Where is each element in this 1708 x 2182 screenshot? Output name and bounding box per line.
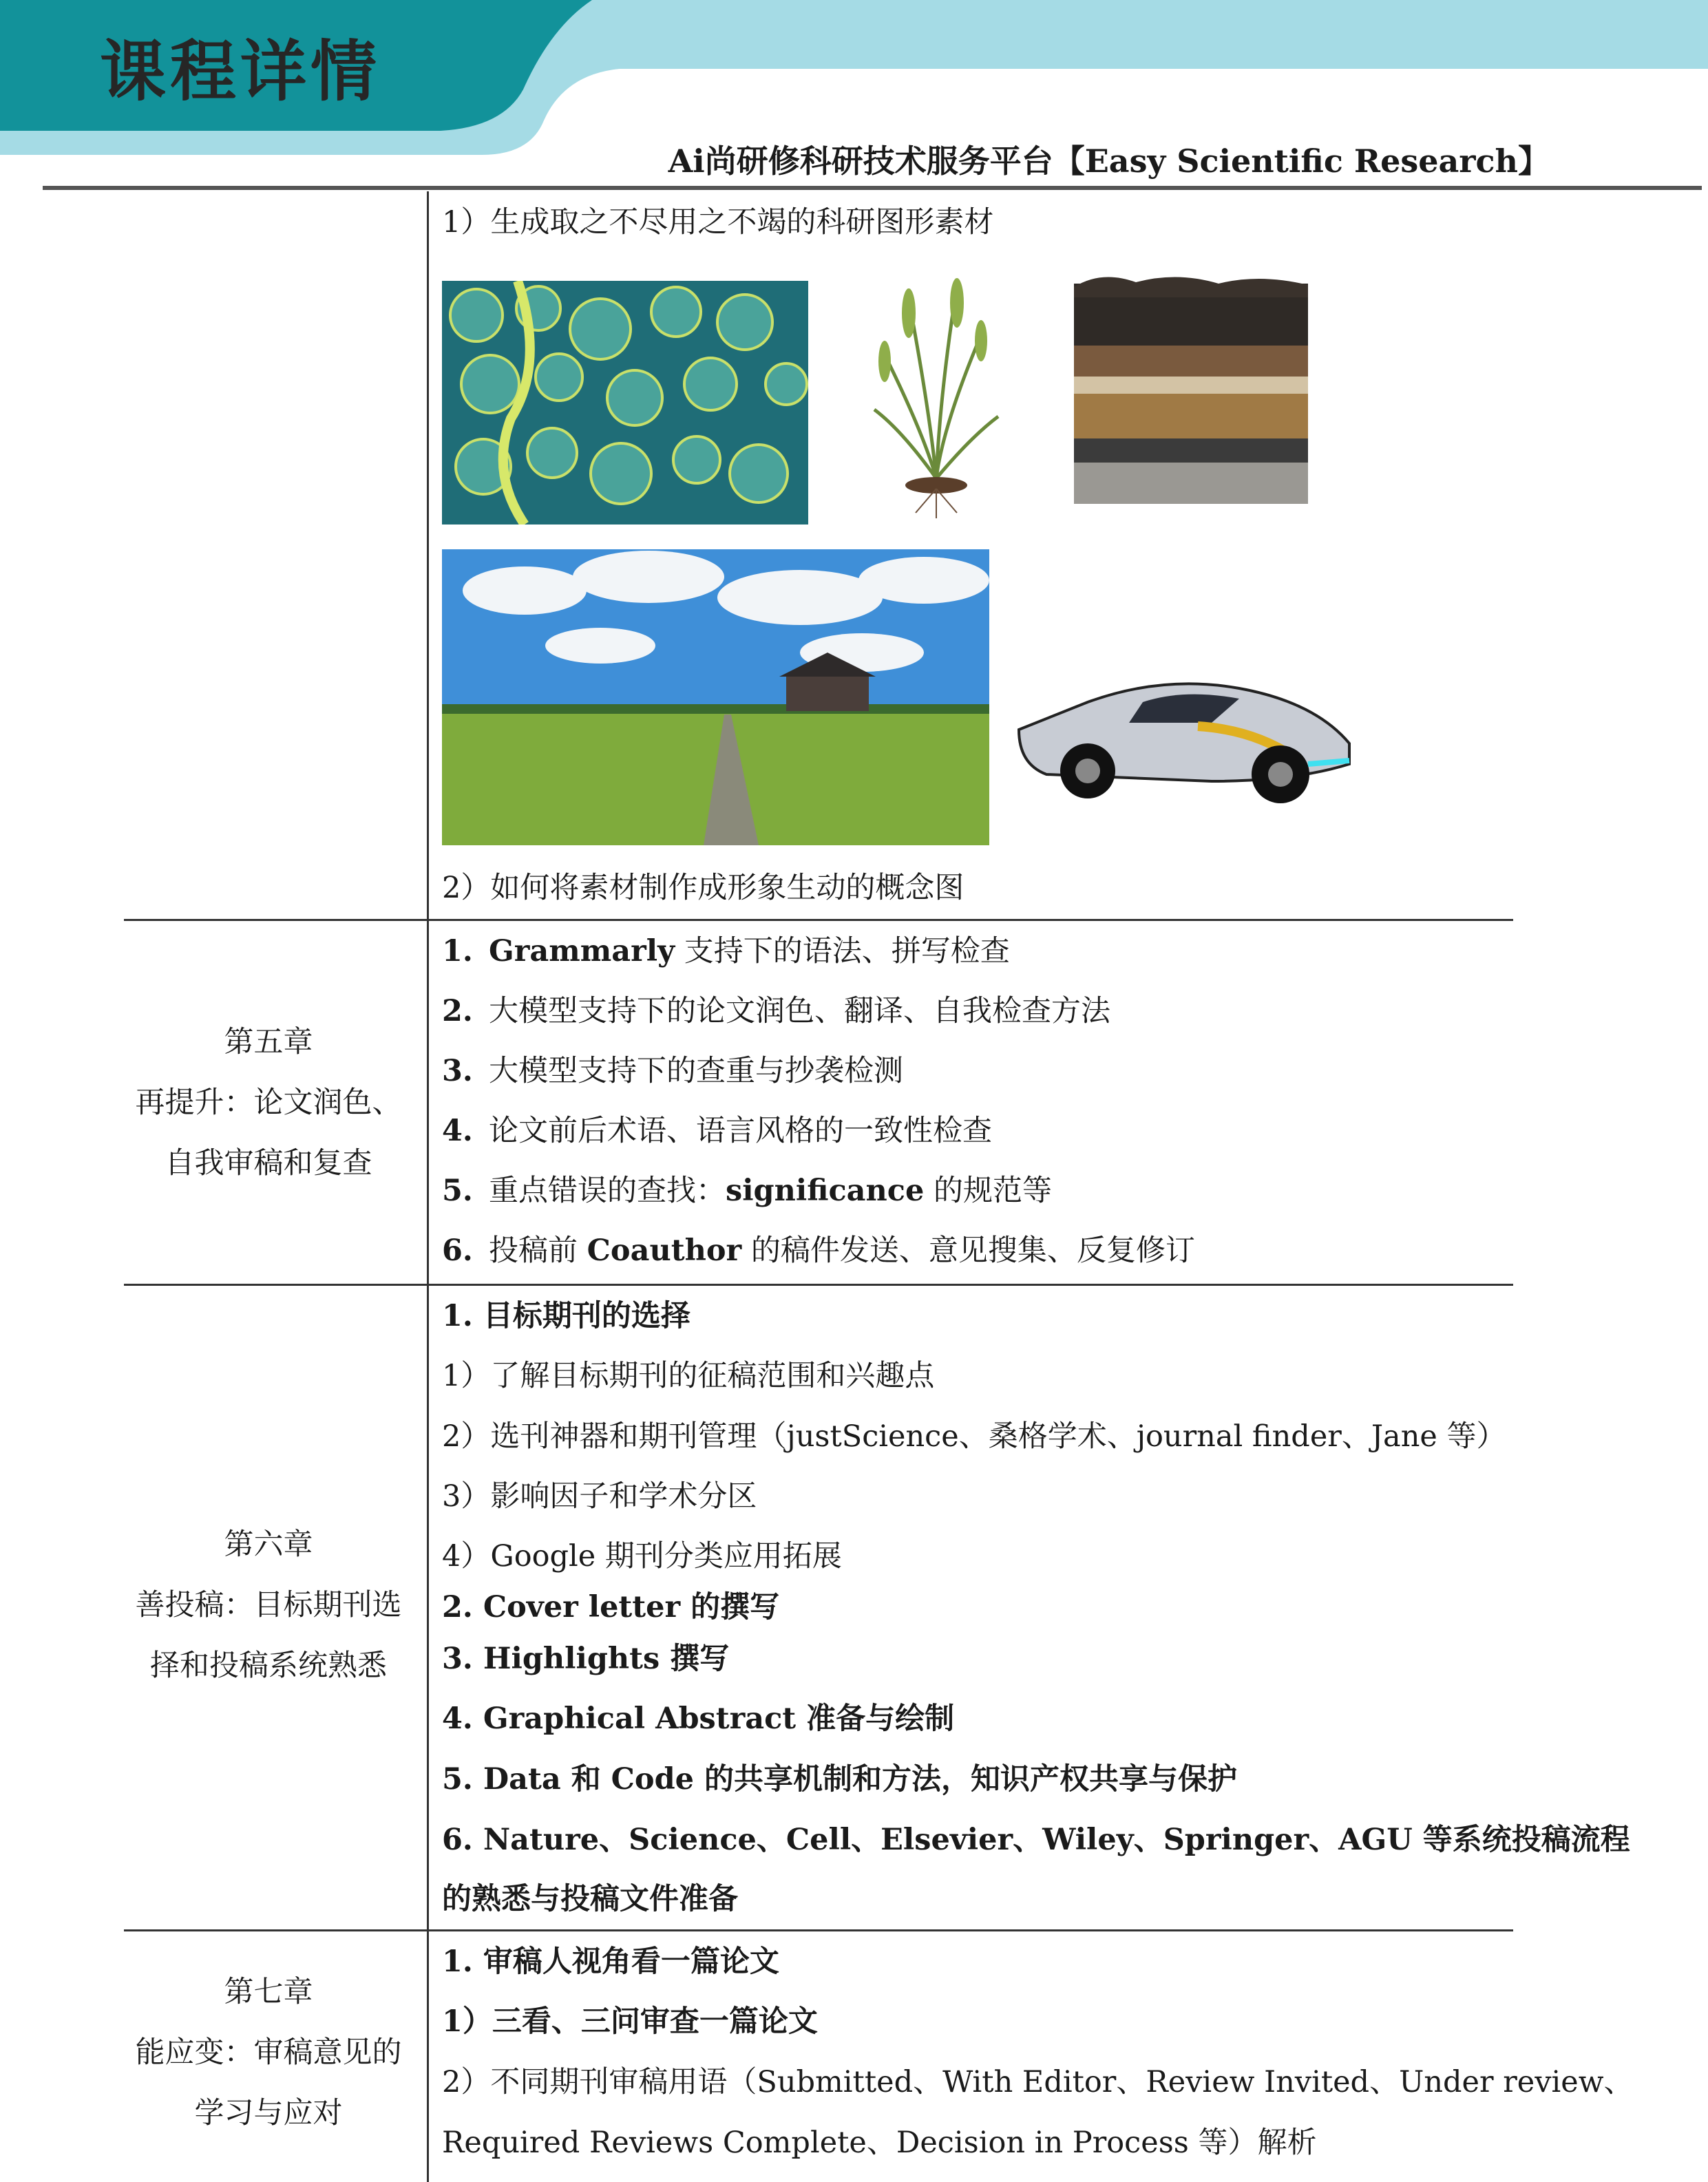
item-text: 的规范等 xyxy=(924,1174,1052,1208)
item-text: 论文前后术语、语言风格的一致性检查 xyxy=(489,1114,992,1148)
chapter-7-label xyxy=(124,1962,413,2143)
item-number: 1. xyxy=(442,934,473,968)
row-divider xyxy=(124,919,1513,921)
soil-layers-icon xyxy=(1074,270,1308,514)
item-text: 大模型支持下的论文润色、翻译、自我检查方法 xyxy=(489,994,1110,1028)
item-prefix: 投稿前 xyxy=(489,1233,587,1268)
ch7-item-3: 2）不同期刊审稿用语（Submitted、With Editor、Review Invited、Under review、 xyxy=(442,2065,1634,2099)
ch6-item-2: 1）了解目标期刊的征稿范围和兴趣点 xyxy=(442,1359,935,1393)
row-divider xyxy=(124,1284,1513,1286)
ch6-item-9: 5. Data 和 Code 的共享机制和方法，知识产权共享与保护 xyxy=(442,1762,1237,1797)
item-number: 6. xyxy=(442,1233,473,1268)
car-icon xyxy=(1005,661,1363,812)
platform-subtitle: Ai尚研修科研技术服务平台【Easy Scientific Research】 xyxy=(668,142,1550,180)
item-term: significance xyxy=(726,1174,925,1208)
chapter-5-title-line1: 再提升：论文润色、 xyxy=(135,1085,402,1120)
chapter-7-title-line2: 学习与应对 xyxy=(194,2096,343,2130)
ch6-item-3: 2）选刊神器和期刊管理（justScience、桑格学术、journal finder、Jane 等） xyxy=(442,1419,1506,1454)
ch5-item-5 xyxy=(442,1170,1052,1211)
row-divider xyxy=(124,1929,1513,1931)
landscape-icon xyxy=(442,549,989,845)
ch6-item-10: 6. Nature、Science、Cell、Elsevier、Wiley、Springer、AGU 等系统投稿流程 xyxy=(442,1823,1630,1857)
ch6-item-1: 1. 目标期刊的选择 xyxy=(442,1299,690,1333)
ch5-item-2 xyxy=(442,991,1110,1032)
ch6-item-4: 3）影响因子和学术分区 xyxy=(442,1479,757,1514)
chapter-6-label xyxy=(124,1514,413,1696)
item-text: 大模型支持下的查重与抄袭检测 xyxy=(489,1054,903,1088)
chapter-5-title-line2: 自我审稿和复查 xyxy=(165,1146,372,1180)
item-text: 的稿件发送、意见搜集、反复修订 xyxy=(741,1233,1195,1268)
chapter-6-number: 第六章 xyxy=(224,1527,313,1562)
item-term: Grammarly xyxy=(489,934,675,968)
item-text: 支持下的语法、拼写检查 xyxy=(675,934,1010,968)
chapter-5-number: 第五章 xyxy=(224,1025,313,1059)
item-term: Coauthor xyxy=(587,1233,742,1268)
cell-texture-icon xyxy=(442,281,808,525)
ch6-item-7: 3. Highlights 撰写 xyxy=(442,1642,730,1676)
ch6-item-8: 4. Graphical Abstract 准备与绘制 xyxy=(442,1702,955,1736)
ch5-item-1 xyxy=(442,931,1010,972)
item-number: 3. xyxy=(442,1054,473,1088)
ch7-item-2: 1）三看、三问审查一篇论文 xyxy=(442,2004,818,2039)
chapter-6-title-line1: 善投稿：目标期刊选 xyxy=(135,1588,402,1622)
item-number: 4. xyxy=(442,1114,473,1148)
ch5-item-6 xyxy=(442,1230,1195,1271)
chapter-6-title-line2: 择和投稿系统熟悉 xyxy=(150,1649,387,1683)
page-title: 课程详情 xyxy=(100,33,381,110)
chapter-5-label xyxy=(124,1012,413,1194)
intro-item-2: 2）如何将素材制作成形象生动的概念图 xyxy=(442,871,964,905)
chapter-7-number: 第七章 xyxy=(224,1975,313,2009)
header-rule xyxy=(43,186,1702,190)
item-prefix: 重点错误的查找： xyxy=(489,1174,726,1208)
intro-item-1: 1）生成取之不尽用之不竭的科研图形素材 xyxy=(442,205,994,240)
ch6-item-11: 的熟悉与投稿文件准备 xyxy=(442,1882,738,1916)
ch7-item-1: 1. 审稿人视角看一篇论文 xyxy=(442,1945,779,1979)
ch6-item-6: 2. Cover letter 的撰写 xyxy=(442,1590,780,1624)
plant-icon xyxy=(861,272,1012,520)
ch5-item-4 xyxy=(442,1110,992,1152)
ch6-item-5: 4）Google 期刊分类应用拓展 xyxy=(442,1539,842,1574)
item-number: 2. xyxy=(442,994,473,1028)
item-number: 5. xyxy=(442,1174,473,1208)
ch7-item-4: Required Reviews Complete、Decision in Process 等）解析 xyxy=(442,2126,1317,2160)
table-column-divider xyxy=(427,191,429,2182)
chapter-7-title-line1: 能应变：审稿意见的 xyxy=(135,2035,402,2070)
ch5-item-3 xyxy=(442,1050,903,1092)
